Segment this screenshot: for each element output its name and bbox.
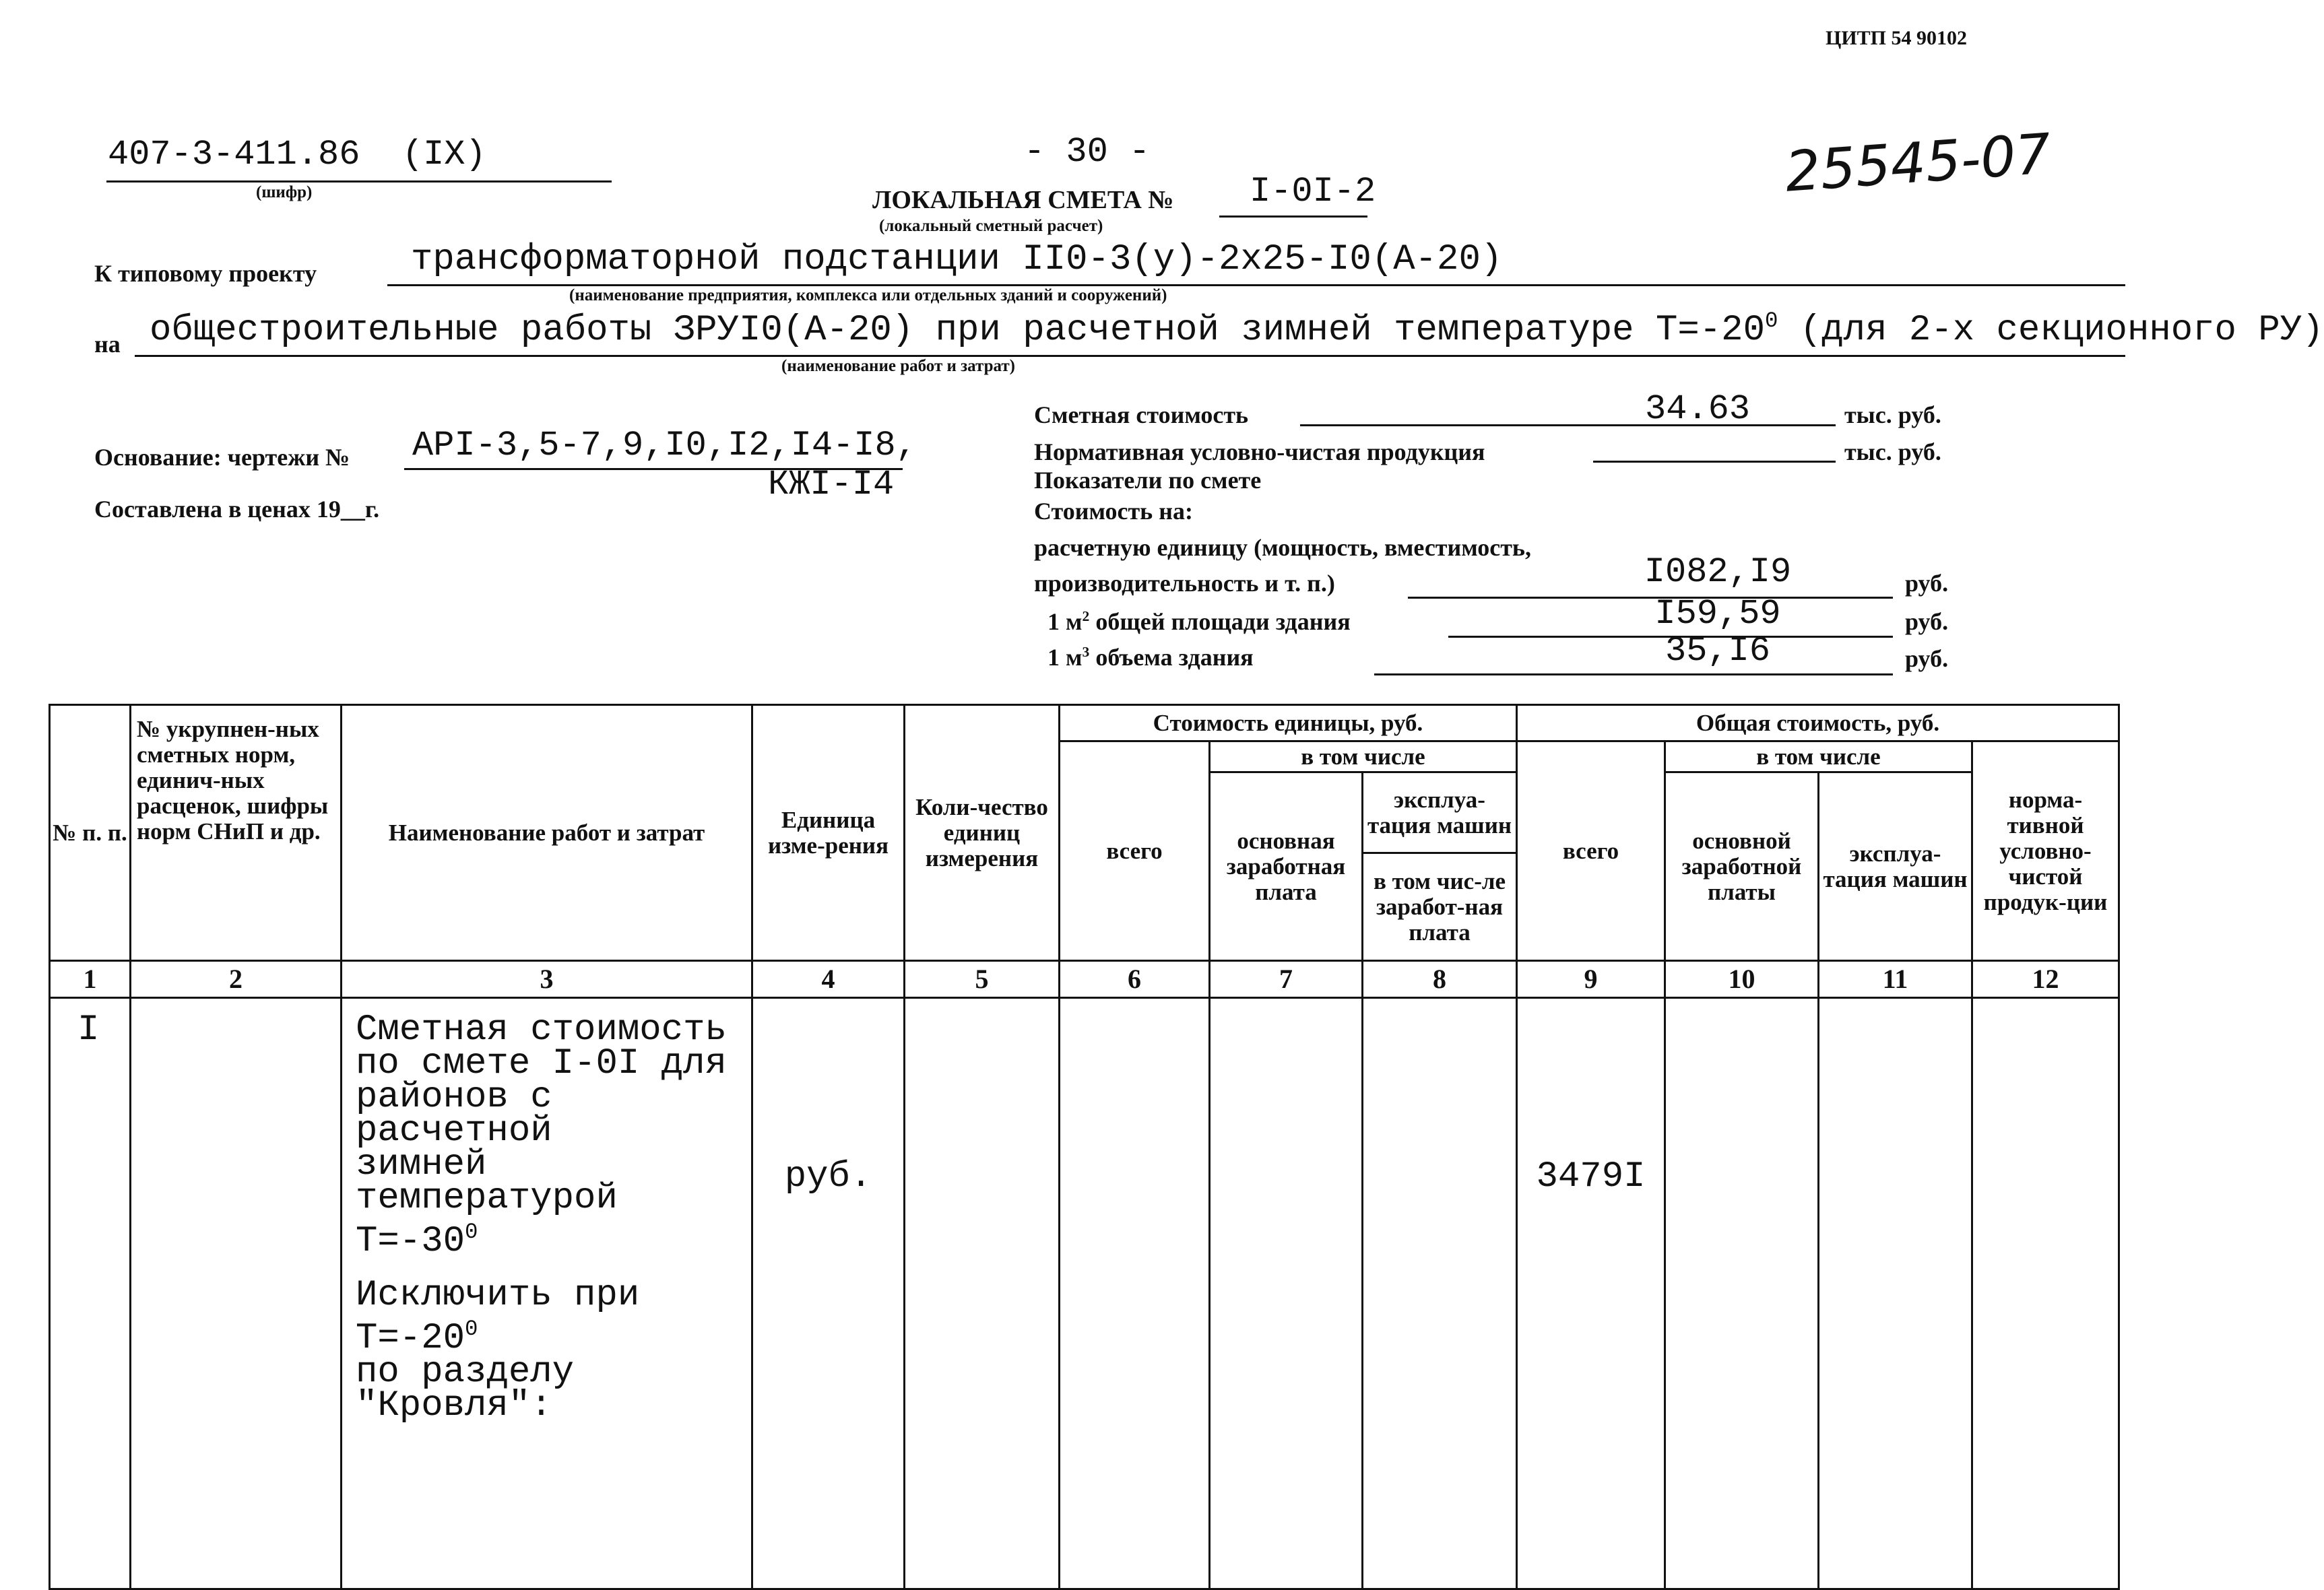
prices-text: Составлена в ценах 19 (94, 496, 341, 523)
col-num-3: 3 (342, 961, 752, 998)
row-name-line-2: по смете I-0I для (356, 1043, 727, 1084)
row-normative (1972, 998, 2119, 1589)
row-qty (905, 998, 1060, 1589)
project-label: К типовому проекту (94, 260, 317, 287)
row-total-wage (1665, 998, 1819, 1589)
row-name-temp: Т=-30 (356, 1221, 465, 1262)
row-total: 3479I (1536, 1156, 1646, 1197)
col-num-10: 10 (1665, 961, 1819, 998)
area-sup: 2 (1082, 608, 1090, 624)
col-num-11: 11 (1819, 961, 1972, 998)
volume-label (1047, 643, 1254, 671)
unit-cost-line-1: расчетную единицу (мощность, вместимость, (1034, 534, 1531, 561)
row-name-line-6 (356, 1275, 751, 1359)
row-num: I (77, 1009, 100, 1051)
row-name-line-5 (356, 1216, 751, 1262)
header-basic-wage-2: основной заработной платы (1665, 772, 1819, 961)
area-rub: руб. (1905, 608, 1949, 635)
volume-rub: руб. (1905, 645, 1949, 672)
area-label (1047, 607, 1351, 636)
header-total-cost: Общая стоимость, руб. (1517, 705, 2119, 741)
row-unit-all (1060, 998, 1210, 1589)
prices-blank: __ (340, 496, 365, 523)
row-name-line-1: Сметная стоимость (356, 1009, 727, 1051)
works-label: на (94, 331, 121, 358)
estimate-title: ЛОКАЛЬНАЯ СМЕТА № (872, 186, 1174, 214)
col-num-8: 8 (1363, 961, 1517, 998)
header-machine-wage: в том чис-ле заработ-ная плата (1363, 853, 1517, 961)
estimate-number-underline (1219, 216, 1367, 218)
cost-on-label: Стоимость на: (1034, 498, 1193, 525)
basis-value-2: КЖI-I4 (768, 465, 895, 504)
header-unit: Единица изме-рения (752, 705, 905, 961)
header-machine-2: эксплуа-тация машин (1819, 772, 1972, 961)
header-num: № п. п. (50, 705, 131, 961)
normative-label: Нормативная условно-чистая продукция (1034, 438, 1485, 465)
volume-underline (1374, 673, 1893, 675)
row-name-exclude-sup: 0 (465, 1317, 478, 1341)
normative-underline (1593, 461, 1836, 463)
cipher-caption: (шифр) (256, 183, 313, 201)
col-num-5: 5 (905, 961, 1060, 998)
estimated-cost-value: 34.63 (1644, 389, 1751, 429)
works-degree: 0 (1765, 308, 1778, 333)
prices-label (94, 495, 379, 523)
header-normative: норма-тивной условно-чистой продук-ции (1972, 741, 2119, 961)
row-unit-machine (1363, 998, 1517, 1589)
header-machine: эксплуа-тация машин (1363, 772, 1517, 853)
row-code (131, 998, 342, 1589)
registration-number: 25545-07 (1783, 122, 2053, 205)
volume-prefix: 1 м (1047, 644, 1083, 671)
header-basic-wage: основная заработная плата (1210, 772, 1363, 961)
estimated-cost-label: Сметная стоимость (1034, 401, 1249, 428)
unit-cost-line-2: производительность и т. п.) (1034, 570, 1335, 597)
estimate-number: I-0I-2 (1250, 172, 1376, 211)
row-name-line-7: по разделу "Кровля": (356, 1352, 575, 1426)
volume-text: объема здания (1095, 644, 1254, 671)
volume-sup: 3 (1082, 644, 1090, 660)
works-value (150, 308, 2324, 351)
page-number: - 30 - (1024, 132, 1151, 172)
cipher-value (108, 135, 486, 174)
col-num-4: 4 (752, 961, 905, 998)
header-unit-all: всего (1060, 741, 1210, 961)
unit-cost-rub: руб. (1905, 570, 1949, 597)
header-unit-incl: в том числе (1210, 741, 1517, 772)
works-tail: (для 2-х секционного РУ) (1778, 310, 2324, 351)
header-unit-cost: Стоимость единицы, руб. (1060, 705, 1517, 741)
header-total-incl: в том числе (1665, 741, 1972, 772)
col-num-9: 9 (1517, 961, 1665, 998)
row-name-exclude: Исключить при Т=-20 (356, 1275, 640, 1359)
col-num-1: 1 (50, 961, 131, 998)
row-name-temp-sup: 0 (465, 1220, 478, 1245)
col-num-7: 7 (1210, 961, 1363, 998)
project-caption: (наименование предприятия, комплекса или отдельных зданий и сооружений) (569, 286, 1167, 304)
header-total-all: всего (1517, 741, 1665, 961)
row-total-machine (1819, 998, 1972, 1589)
works-text: общестроительные работы ЗРУI0(А-20) при расчетной зимней температуре Т=-20 (150, 310, 1765, 351)
area-text: общей площади здания (1095, 608, 1351, 635)
column-numbers-row (50, 961, 2119, 998)
document-stamp: ЦИТП 54 90102 (1826, 27, 1968, 49)
header-qty: Коли-чество единиц измерения (905, 705, 1060, 961)
project-value: трансформаторной подстанции II0-3(у)-2х25-I0(А-20) (411, 239, 1503, 280)
unit-cost-value: I082,I9 (1644, 552, 1792, 592)
estimated-cost-unit: тыс. руб. (1844, 401, 1941, 428)
col-num-12: 12 (1972, 961, 2119, 998)
cipher-code: 407-3-411.86 (108, 135, 360, 174)
col-num-2: 2 (131, 961, 342, 998)
col-num-6: 6 (1060, 961, 1210, 998)
area-prefix: 1 м (1047, 608, 1083, 635)
basis-label: Основание: чертежи № (94, 444, 350, 471)
volume-value: 35,I6 (1665, 631, 1771, 671)
header-name: Наименование работ и затрат (342, 705, 752, 961)
area-value: I59,59 (1654, 594, 1781, 634)
row-unit-wage (1210, 998, 1363, 1589)
table-row (50, 998, 2119, 1589)
normative-unit: тыс. руб. (1844, 438, 1941, 465)
header-code: № укрупнен-ных сметных норм, единич-ных расценок, шифры норм СНиП и др. (131, 705, 342, 961)
indicators-label: Показатели по смете (1034, 467, 1262, 494)
row-unit: руб. (784, 1156, 872, 1197)
prices-suffix: г. (364, 496, 380, 523)
row-name (342, 998, 752, 1589)
estimate-caption: (локальный сметный расчет) (879, 217, 1103, 235)
basis-value-1: АРI-3,5-7,9,I0,I2,I4-I8, (412, 426, 917, 465)
works-caption: (наименование работ и затрат) (781, 357, 1015, 375)
cipher-underline (106, 180, 612, 183)
row-name-line-3: районов с расчетной (356, 1077, 552, 1152)
row-name-line-4: зимней температурой (356, 1144, 618, 1219)
cipher-suffix: (IX) (401, 135, 486, 174)
works-underline (135, 355, 2125, 357)
estimate-table (49, 704, 2120, 1590)
